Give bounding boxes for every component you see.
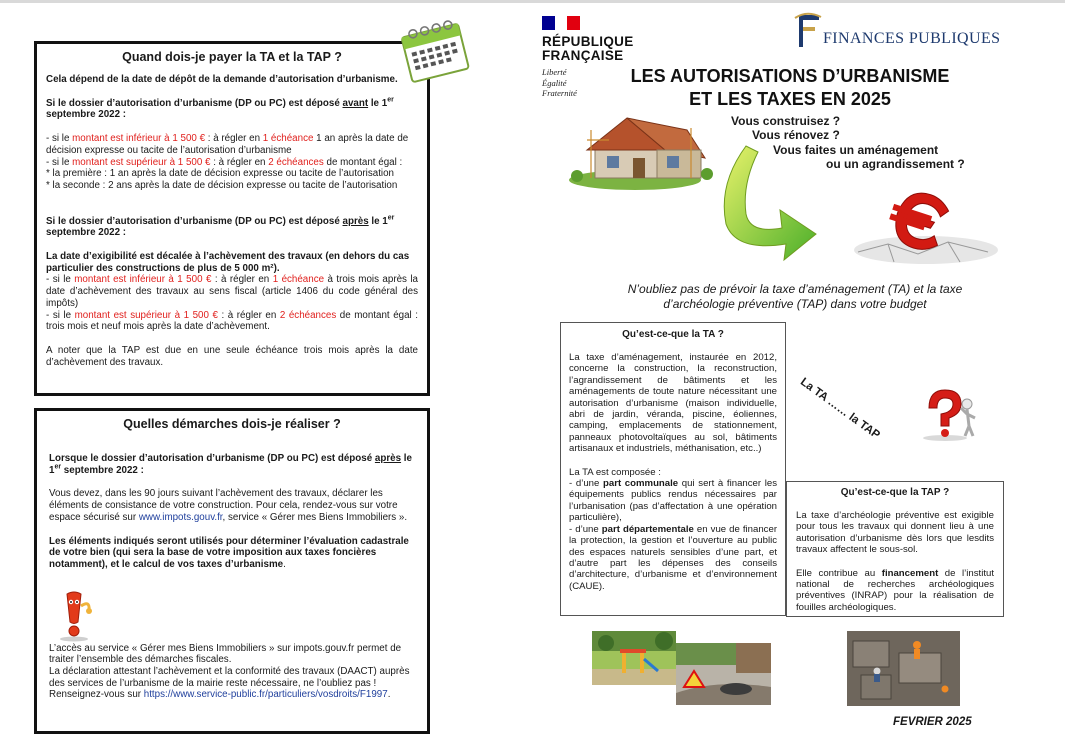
question-development: Vous faites un aménagement bbox=[773, 143, 939, 157]
ta-tap-label: La TA …… la TAP bbox=[797, 376, 882, 442]
question-renovate: Vous rénovez ? bbox=[752, 128, 840, 142]
ta-departmental-part: - d’une part départementale en vue de financer la protection, la gestion et l’ouverture au public des espaces naturels sensibles d’une part, et d’autre part les dépenses des conseils d’architecture, d’urbanisme et d’environnement (CAUE). bbox=[569, 523, 778, 592]
deferred-note: La date d’exigibilité est décalée à l’achèvement des travaux (en dehors du cas particulier des constructions de plus de 5 000 m²). bbox=[46, 251, 410, 274]
tap-definition: La taxe d’archéologie préventive est exigible pour tous les travaux qui donnent lieu à une autorisation d’urbanisme dès lors que lesdits travaux affectent le sous-sol. bbox=[796, 510, 994, 556]
question-extension: ou un agrandissement ? bbox=[826, 157, 965, 171]
elements-paragraph: Les éléments indiqués seront utilisés pour déterminer l’évaluation cadastrale de votre bien (qui sera la base de votre imposition aux taxes foncières notamment), et le calcul de vos taxes d’urbanisme. bbox=[49, 535, 409, 570]
before-case-over: - si le montant est supérieur à 1 500 € : à régler en 2 échéances de montant égal : bbox=[46, 156, 403, 168]
euro-symbol-icon bbox=[848, 186, 998, 268]
after-heading: Si le dossier d’autorisation d’urbanisme (DP ou PC) est déposé après le 1er septembre 2022 : bbox=[46, 214, 395, 239]
archaeological-excavation-photo bbox=[847, 631, 960, 706]
tap-note: A noter que la TAP est due en une seule échéance trois mois après la date d’achèvement des travaux. bbox=[46, 344, 418, 368]
after-case-under: - si le montant est inférieur à 1 500 € : à régler en 1 échéance à trois mois après la date d’achèvement des travaux au sens fiscal (article 1406 du code général des impôts) bbox=[46, 274, 418, 309]
budget-reminder: N’oubliez pas de prévoir la taxe d’aménagement (TA) et la taxe d’archéologie préventive (TAP) dans votre budget bbox=[627, 282, 963, 311]
question-build: Vous construisez ? bbox=[731, 114, 841, 128]
publication-date: FEVRIER 2025 bbox=[893, 716, 972, 728]
ta-box bbox=[560, 322, 786, 616]
before-first-installment: * la première : 1 an après la date de décision expresse ou tacite de l’autorisation bbox=[46, 168, 394, 180]
info-paragraph: Renseignez-vous sur https://www.service-public.fr/particuliers/vosdroits/F1997. bbox=[49, 689, 391, 701]
steps-title: Quelles démarches dois-je réaliser ? bbox=[123, 417, 341, 431]
republique-name: RÉPUBLIQUE FRANÇAISE bbox=[542, 34, 634, 63]
before-heading: Si le dossier d’autorisation d’urbanisme (DP ou PC) est déposé avant le 1er septembre 2022 : bbox=[46, 96, 394, 121]
service-public-link[interactable]: https://www.service-public.fr/particuliers/vosdroits/F1997 bbox=[143, 689, 388, 701]
roadworks-photo bbox=[676, 643, 771, 705]
impots-link[interactable]: www.impots.gouv.fr bbox=[138, 511, 223, 523]
ta-composed: La TA est composée : bbox=[569, 466, 661, 478]
question-mark-figure-icon bbox=[915, 386, 979, 442]
ta-title: Qu’est-ce-que la TA ? bbox=[622, 329, 724, 340]
when-intro: Cela dépend de la date de dépôt de la demande d’autorisation d’urbanisme. bbox=[46, 74, 398, 85]
before-second-installment: * la seconde : 2 ans après la date de décision expresse ou tacite de l’autorisation bbox=[46, 179, 398, 191]
finances-publiques-logo bbox=[793, 12, 1001, 52]
declare-paragraph: Vous devez, dans les 90 jours suivant l’achèvement des travaux, déclarer les éléments de consistance de votre construction. Pour cela, rendez-vous sur votre espace sécurisé sur www.impots.gouv.fr, service « Gérer mes Biens Immobiliers ». bbox=[49, 488, 408, 523]
daact-paragraph: La déclaration attestant l’achèvement et la conformité des travaux (DAACT) auprès des services de l’urbanisme de la mairie reste nécessaire, ne l’oubliez pas ! bbox=[49, 666, 410, 689]
before-case-under: - si le montant est inférieur à 1 500 € : à régler en 1 échéance 1 an après la date de décision expresse ou tacite de l’autorisation d’urbanisme bbox=[46, 133, 409, 156]
ta-definition: La taxe d’aménagement, instaurée en 2012, concerne la construction, la reconstruction, l’agrandissement de bâtiments et les aménagements de toute nature nécessitant une autorisation d’urbanisme (maison individuelle, abri de jardin, véranda, piscine, éoliennes, camping, emplacements de stationnement, panneaux photovoltaïques au sol, bâtiments artisanaux et industriels, méthanisation, etc..) bbox=[569, 352, 777, 455]
calendar-icon bbox=[396, 20, 474, 84]
when-to-pay-box bbox=[34, 41, 430, 396]
access-paragraph: L’accès au service « Gérer mes Biens Immobiliers » sur impots.gouv.fr permet de traiter l’ensemble des démarches fiscales. bbox=[49, 642, 402, 666]
french-flag-icon bbox=[542, 16, 580, 30]
steps-lead: Lorsque le dossier d’autorisation d’urbanisme (DP ou PC) est déposé après le 1er septembre 2022 : bbox=[49, 453, 412, 476]
green-arrow-icon bbox=[716, 144, 818, 262]
when-to-pay-title: Quand dois-je payer la TA et la TAP ? bbox=[122, 50, 342, 64]
playground-photo bbox=[592, 631, 676, 685]
ta-communal-part: - d’une part communale qui sert à financer les équipements publics rendus nécessaires par l’urbanisation (pas d’affectation à une opération particulière), bbox=[569, 478, 777, 524]
main-title: LES AUTORISATIONS D’URBANISME ET LES TAXES EN 2025 bbox=[630, 66, 950, 109]
house-construction-illustration bbox=[567, 110, 715, 190]
exclamation-mascot-icon bbox=[52, 590, 100, 642]
tap-financing: Elle contribue au financement de l’institut national de recherches archéologiques préventives (INRAP) pour la réalisation de fouilles archéologiques. bbox=[796, 567, 994, 613]
top-rule bbox=[0, 0, 1065, 3]
finances-publiques-text: FINANCES PUBLIQUES bbox=[823, 30, 1001, 47]
steps-box bbox=[34, 408, 430, 734]
finances-publiques-emblem-icon bbox=[793, 12, 823, 50]
tap-box bbox=[786, 481, 1004, 617]
after-case-over: - si le montant est supérieur à 1 500 € : à régler en 2 échéances de montant égal : trois mois et neuf mois après la date d’achèvement. bbox=[46, 309, 418, 333]
republique-motto: Liberté Égalité Fraternité bbox=[542, 67, 577, 98]
tap-title: Qu’est-ce-que la TAP ? bbox=[840, 487, 950, 498]
